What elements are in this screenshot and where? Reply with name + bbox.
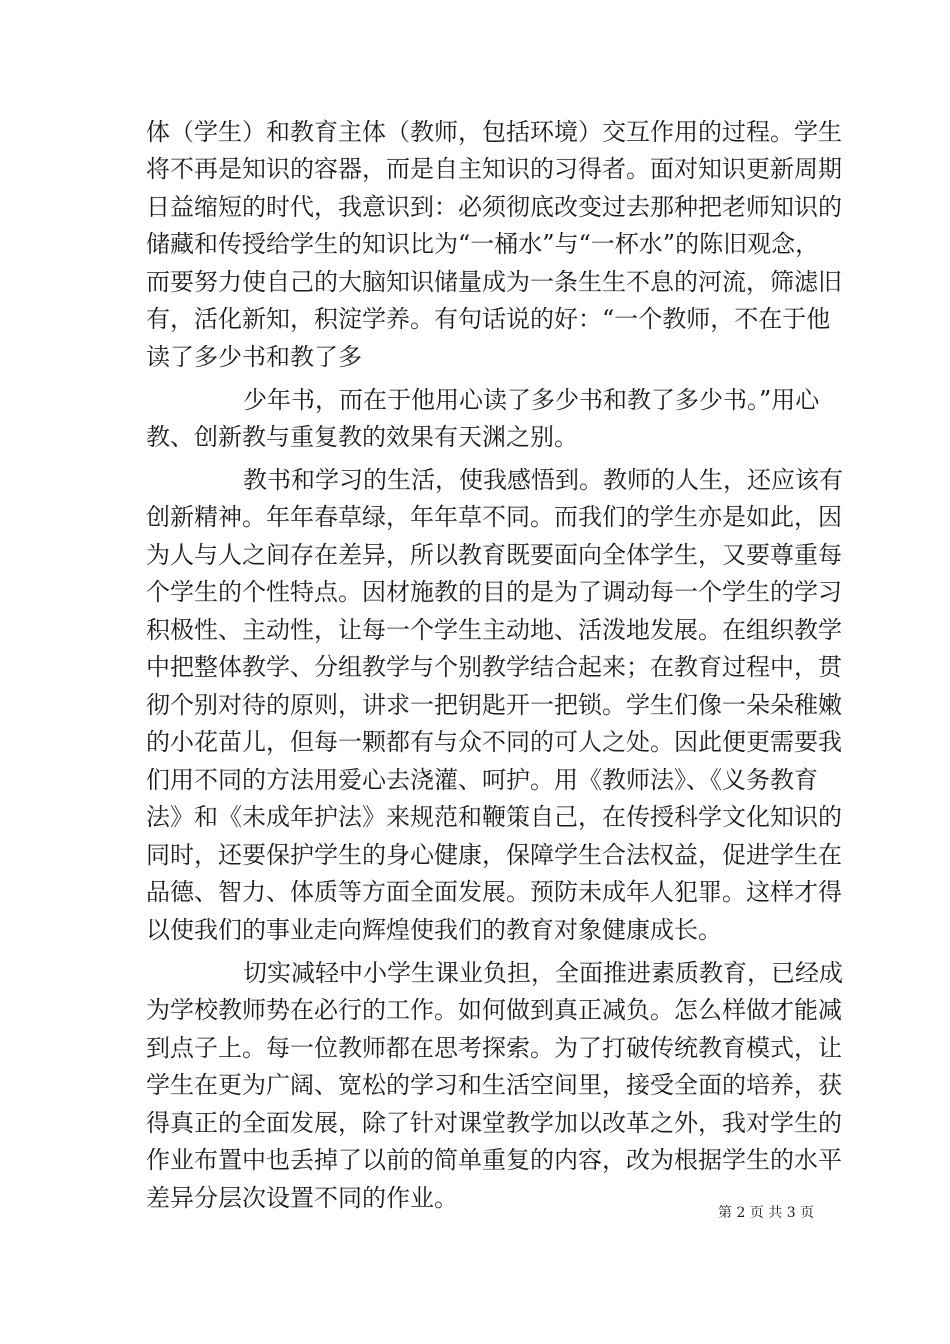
text-line: 读了多少书和教了多 [146,343,362,371]
text-line: 法》和《未成年护法》来规范和鞭策自己，在传授科学文化知识的 [146,803,842,831]
text-line: 有，活化新知，积淀学养。有句话说的好：“一个教师，不在于他 [146,305,831,333]
text-line: 体（学生）和教育主体（教师，包括环境）交互作用的过程。学生 [146,118,842,146]
text-line: 同时，还要保护学生的身心健康，保障学生合法权益，促进学生在 [146,841,842,869]
text-line: 个学生的个性特点。因材施教的目的是为了调动每一个学生的学习 [146,578,842,606]
text-line: 而要努力使自己的大脑知识储量成为一条生生不息的河流，筛滤旧 [146,268,842,296]
text-line: 教书和学习的生活，使我感悟到。教师的人生，还应该有 [243,466,843,494]
text-line: 的小花苗儿，但每一颗都有与众不同的可人之处。因此便更需要我 [146,728,842,756]
text-line: 学生在更为广阔、宽松的学习和生活空间里，接受全面的培养，获 [146,1071,842,1099]
text-line: 中把整体教学、分组教学与个别教学结合起来；在教育过程中，贯 [146,653,842,681]
text-line: 以使我们的事业走向辉煌使我们的教育对象健康成长。 [146,916,722,944]
text-line: 品德、智力、体质等方面全面发展。预防未成年人犯罪。这样才得 [146,878,842,906]
text-line: 们用不同的方法用爱心去浇灌、呵护。用《教师法》、《义务教育 [146,766,818,794]
text-line: 切实减轻中小学生课业负担，全面推进素质教育，已经成 [243,959,843,987]
text-line: 少年书，而在于他用心读了多少书和教了多少书。”用心 [243,386,820,414]
text-line: 到点子上。每一位教师都在思考探索。为了打破传统教育模式，让 [146,1034,842,1062]
text-line: 日益缩短的时代，我意识到：必须彻底改变过去那种把老师知识的 [146,193,842,221]
text-line: 作业布置中也丢掉了以前的简单重复的内容，改为根据学生的水平 [146,1146,842,1174]
text-line: 将不再是知识的容器，而是自主知识的习得者。面对知识更新周期 [146,155,842,183]
text-line: 为学校教师势在必行的工作。如何做到真正减负。怎么样做才能减 [146,996,842,1024]
text-line: 储藏和传授给学生的知识比为“一桶水”与“一杯水”的陈旧观念， [146,230,820,258]
page-number-footer: 第 2 页 共 3 页 [718,1205,815,1221]
text-line: 为人与人之间存在差异，所以教育既要面向全体学生，又要尊重每 [146,541,842,569]
text-line: 彻个别对待的原则，讲求一把钥匙开一把锁。学生们像一朵朵稚嫩 [146,691,842,719]
text-line: 差异分层次设置不同的作业。 [146,1184,458,1212]
text-line: 创新精神。年年春草绿，年年草不同。而我们的学生亦是如此，因 [146,503,842,531]
text-line: 得真正的全面发展，除了针对课堂教学加以改革之外，我对学生的 [146,1109,842,1137]
text-line: 教、创新教与重复教的效果有天渊之别。 [146,423,578,451]
text-line: 积极性、主动性，让每一个学生主动地、活泼地发展。在组织教学 [146,616,842,644]
